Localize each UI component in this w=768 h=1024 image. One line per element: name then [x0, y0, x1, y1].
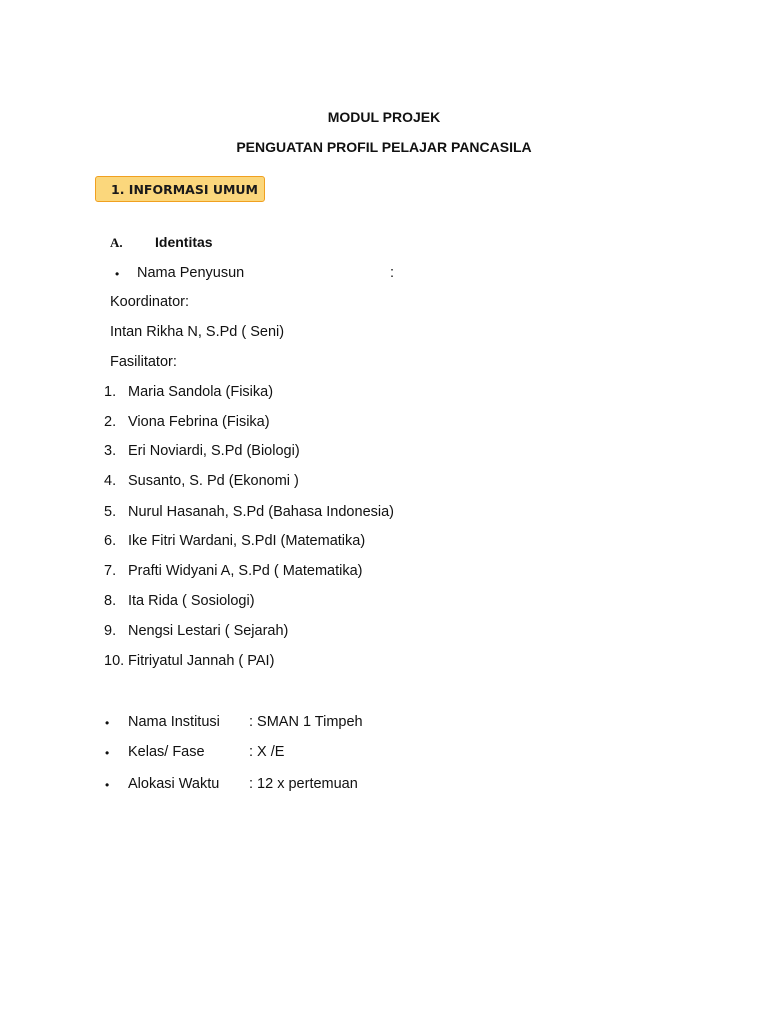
- koordinator-name: Intan Rikha N, S.Pd ( Seni): [110, 324, 285, 340]
- list-item: Maria Sandola (Fisika): [128, 384, 274, 400]
- list-number: 4.: [104, 473, 117, 489]
- koordinator-label: Koordinator:: [110, 294, 189, 310]
- penyusun-label: Nama Penyusun: [137, 265, 245, 281]
- list-item: Nurul Hasanah, S.Pd (Bahasa Indonesia): [128, 504, 394, 520]
- info-label-alokasi: Alokasi Waktu: [128, 776, 220, 792]
- info-value-institusi: : SMAN 1 Timpeh: [249, 714, 363, 730]
- info-value-alokasi: : 12 x pertemuan: [249, 776, 358, 792]
- list-number: 3.: [104, 443, 117, 459]
- section-heading-box: [95, 176, 265, 202]
- list-item: Nengsi Lestari ( Sejarah): [128, 623, 289, 639]
- list-number: 2.: [104, 414, 117, 430]
- bullet-icon: •: [105, 716, 110, 730]
- section-heading: 1. INFORMASI UMUM: [111, 182, 258, 197]
- list-number: 7.: [104, 563, 117, 579]
- subsection-title: Identitas: [155, 234, 213, 250]
- list-number: 6.: [104, 533, 117, 549]
- fasilitator-label: Fasilitator:: [110, 354, 177, 370]
- list-item: Fitriyatul Jannah ( PAI): [128, 653, 275, 669]
- list-number: 5.: [104, 504, 117, 520]
- info-label-kelas: Kelas/ Fase: [128, 744, 205, 760]
- list-item: Susanto, S. Pd (Ekonomi ): [128, 473, 299, 489]
- list-number: 10.: [104, 653, 125, 669]
- list-item: Prafti Widyani A, S.Pd ( Matematika): [128, 563, 363, 579]
- bullet-icon: •: [105, 778, 110, 792]
- document-subtitle: PENGUATAN PROFIL PELAJAR PANCASILA: [236, 139, 532, 155]
- info-label-institusi: Nama Institusi: [128, 714, 220, 730]
- list-item: Viona Febrina (Fisika): [128, 414, 270, 430]
- list-item: Eri Noviardi, S.Pd (Biologi): [128, 443, 300, 459]
- info-value-kelas: : X /E: [249, 744, 285, 760]
- list-number: 8.: [104, 593, 117, 609]
- penyusun-colon: :: [390, 265, 395, 281]
- list-item: Ita Rida ( Sosiologi): [128, 593, 255, 609]
- list-number: 9.: [104, 623, 117, 639]
- document-title: MODUL PROJEK: [327, 109, 441, 125]
- list-item: Ike Fitri Wardani, S.PdI (Matematika): [128, 533, 366, 549]
- list-number: 1.: [104, 384, 117, 400]
- bullet-icon: •: [115, 267, 120, 281]
- bullet-icon: •: [105, 746, 110, 760]
- subsection-letter: A.: [110, 235, 123, 250]
